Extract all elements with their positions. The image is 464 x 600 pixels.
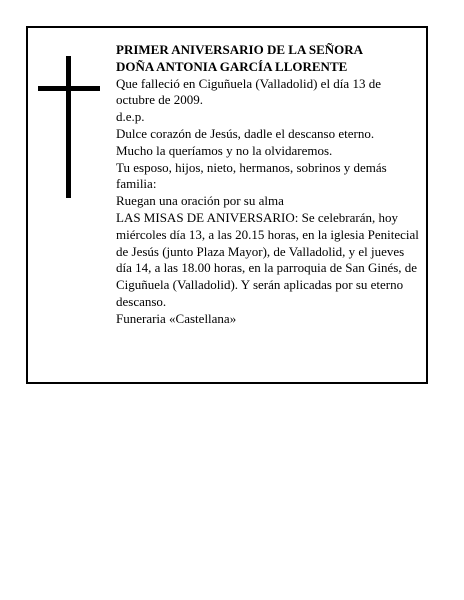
obituary-notice — [26, 26, 428, 384]
family-line: Tu esposo, hijos, nieto, hermanos, sobrinos y demás familia: — [116, 159, 387, 192]
prayer-line: Dulce corazón de Jesús, dadle el descanso eterno. — [116, 125, 375, 141]
cross-vertical-bar — [66, 56, 71, 198]
death-notice-paragraph: Que falleció en Ciguñuela (Valladolid) el día 13 de octubre de 2009. — [116, 75, 381, 108]
rip-line: d.e.p. — [116, 109, 145, 125]
notice-title-line-2: DOÑA ANTONIA GARCÍA LLORENTE — [116, 58, 348, 74]
notice-title-line-1: PRIMER ANIVERSARIO DE LA SEÑORA — [116, 42, 364, 57]
cross-icon — [38, 56, 100, 198]
notice-text — [116, 42, 420, 328]
prayer-request-line: Ruegan una oración por su alma — [116, 193, 284, 209]
funeral-home-line: Funeraria «Castellana» — [116, 310, 237, 326]
cross-horizontal-bar — [38, 86, 100, 91]
remembrance-line: Mucho la queríamos y no la olvidaremos. — [116, 142, 333, 158]
masses-paragraph: LAS MISAS DE ANIVERSARIO: Se celebrarán, hoy miércoles día 13, a las 20.15 horas, en la iglesia Penitecial de Jesús (junto Plaza Mayor), de Valladolid, y el jueves día 14, a las 18.00 horas, en la parroquia de San Ginés, de Ciguñuela (Valladolid). Y serán aplicadas por su eterno descanso. — [116, 209, 419, 309]
